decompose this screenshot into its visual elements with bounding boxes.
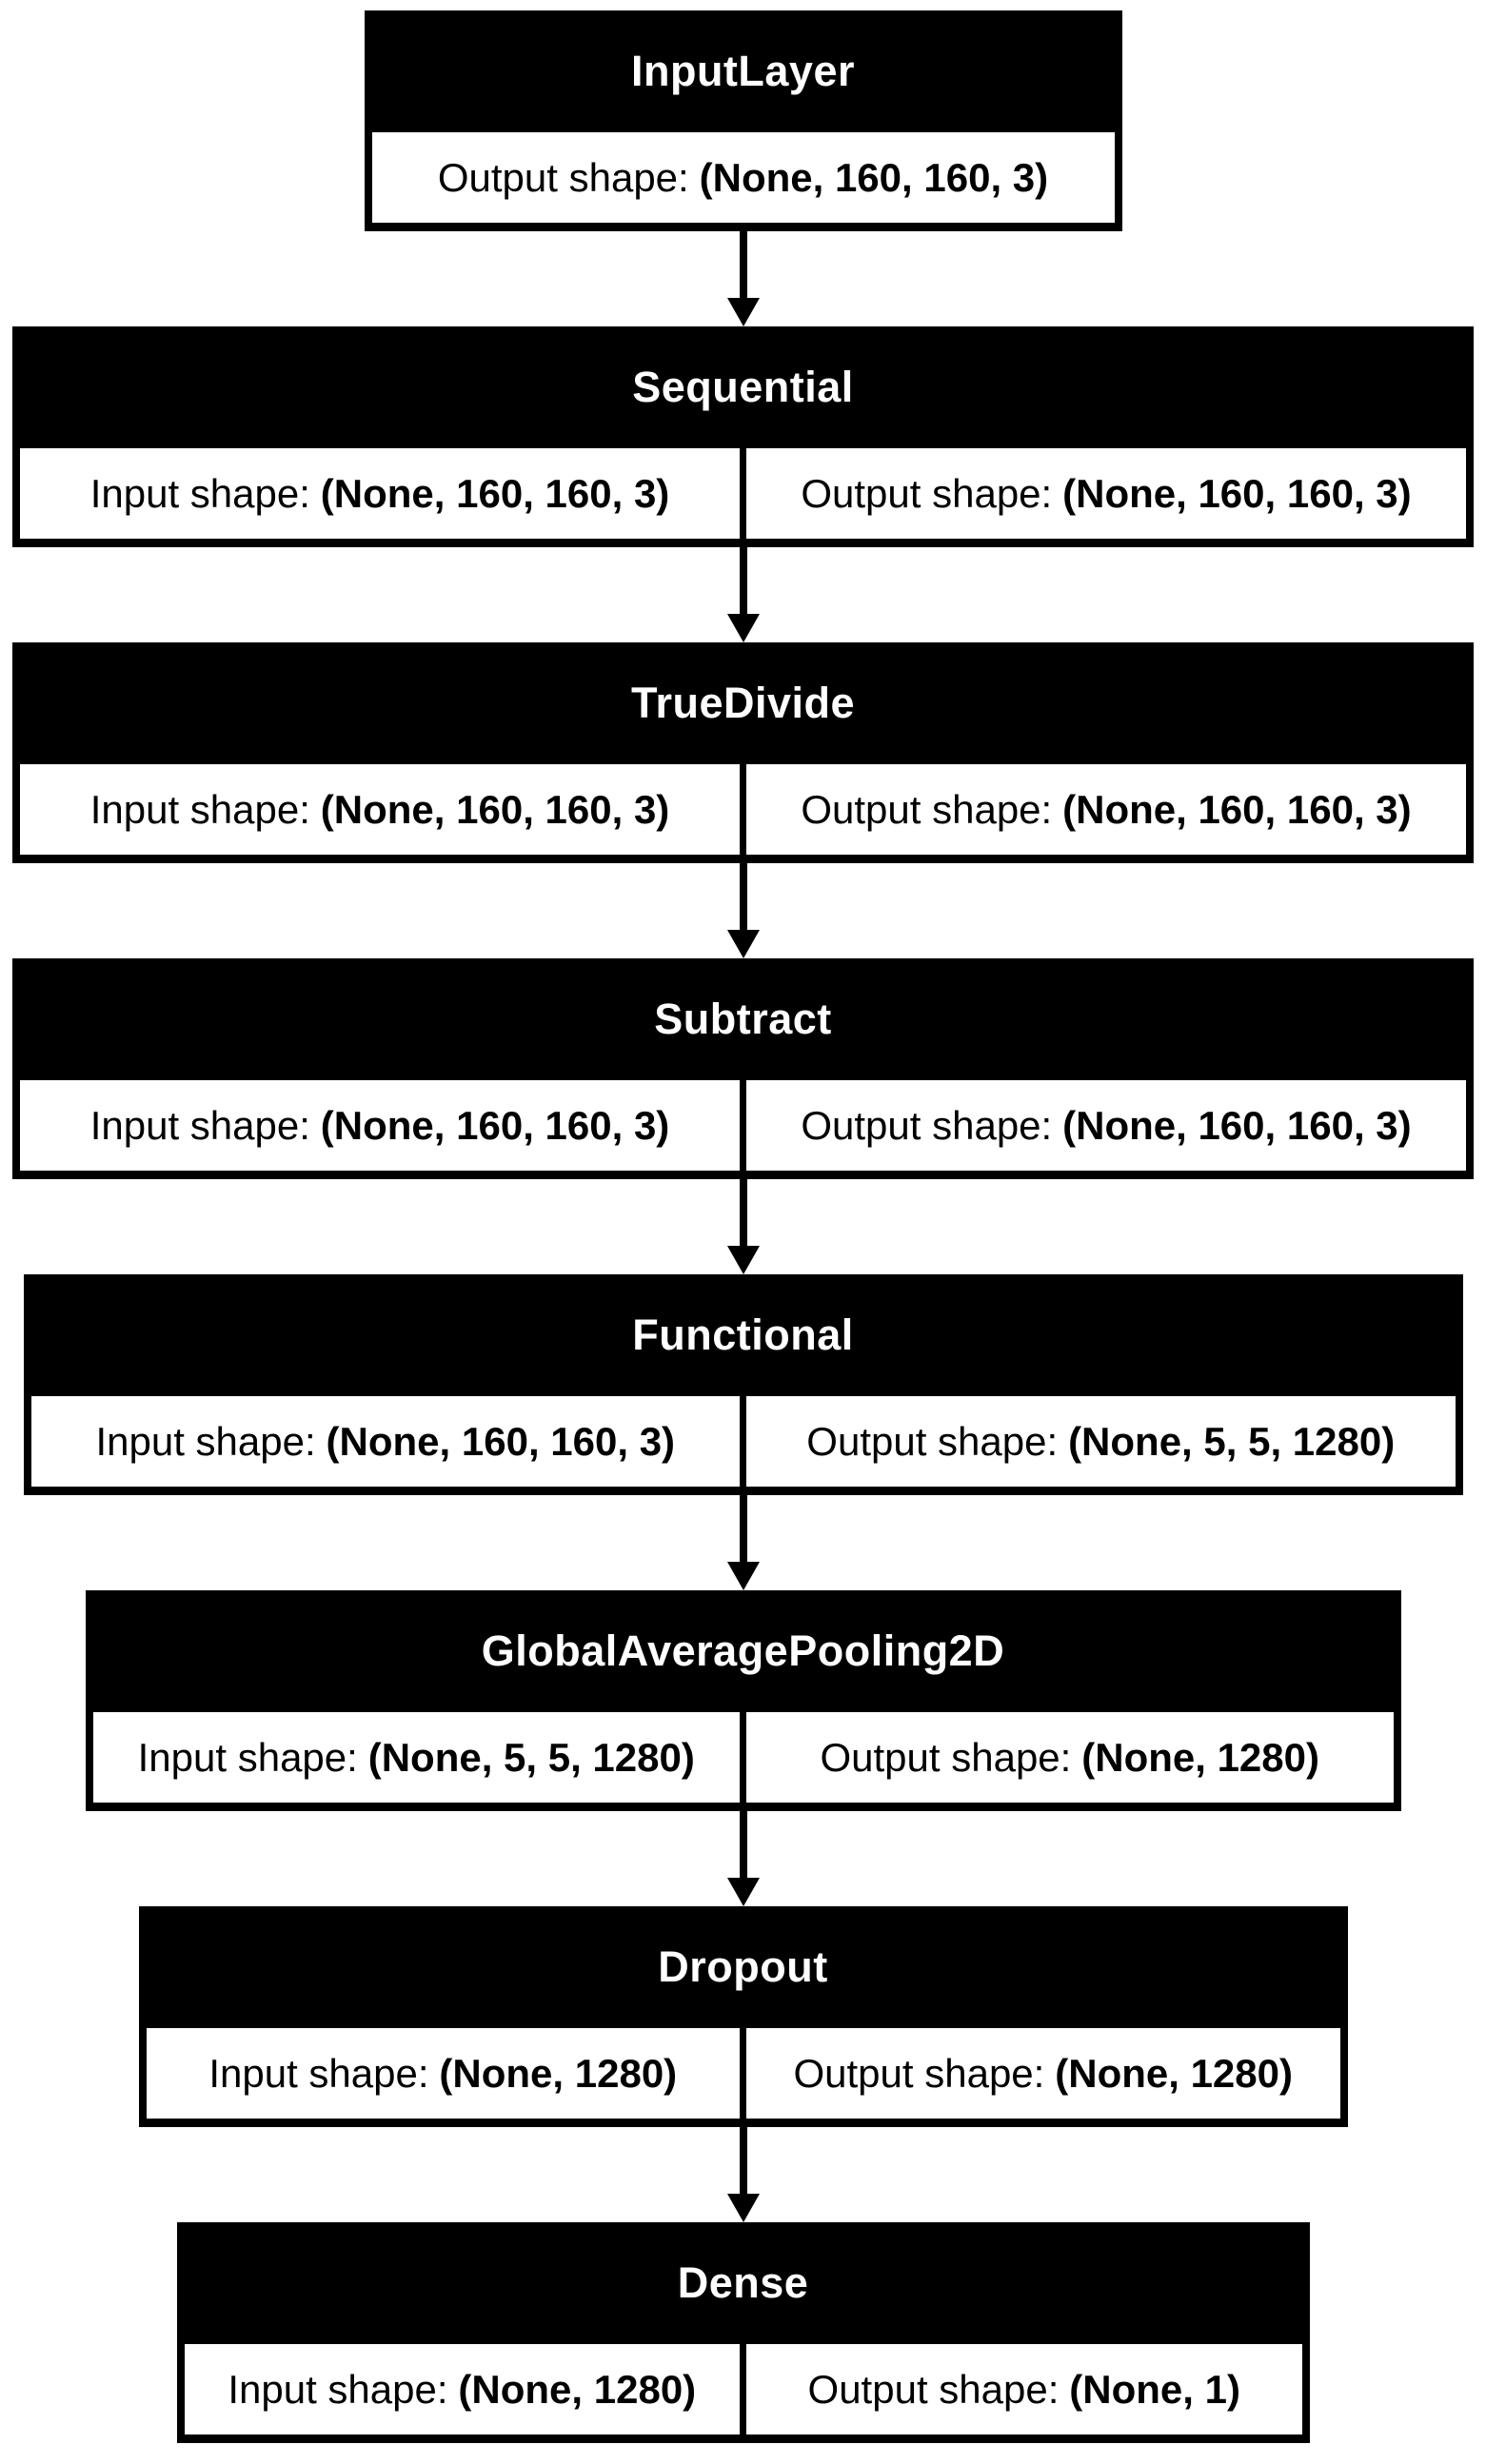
layer-title: InputLayer xyxy=(630,47,856,95)
layer-title: Dropout xyxy=(658,1942,828,1991)
output-shape-value: (None, 1280) xyxy=(1081,1734,1319,1780)
layer-header xyxy=(139,1906,1348,2028)
output-shape-cell xyxy=(746,2344,1302,2434)
flow-arrow xyxy=(727,547,760,642)
layer-box-functional xyxy=(24,1274,1463,1495)
arrow-stem xyxy=(740,1179,747,1246)
input-shape-value: (None, 160, 160, 3) xyxy=(320,786,670,832)
output-shape-label: Output shape: xyxy=(801,786,1053,832)
input-shape-value: (None, 160, 160, 3) xyxy=(320,470,670,516)
output-shape-label: Output shape: xyxy=(801,470,1053,516)
arrow-stem xyxy=(740,863,747,930)
layer-body xyxy=(24,1396,1463,1495)
arrow-stem xyxy=(740,1495,747,1562)
layer-body xyxy=(365,132,1122,231)
output-shape-cell xyxy=(746,764,1466,855)
input-shape-value: (None, 1280) xyxy=(439,2050,678,2096)
flow-arrow xyxy=(727,863,760,958)
input-shape-label: Input shape: xyxy=(228,2366,448,2412)
layer-body xyxy=(12,764,1474,863)
arrow-down-icon xyxy=(727,2194,760,2222)
layer-header xyxy=(12,326,1474,448)
layer-body xyxy=(177,2344,1310,2443)
layer-header xyxy=(365,10,1122,132)
layer-box-inputlayer xyxy=(365,10,1122,231)
layer-header xyxy=(177,2222,1310,2344)
arrow-stem xyxy=(740,231,747,298)
flow-arrow xyxy=(727,1811,760,1906)
input-shape-value: (None, 5, 5, 1280) xyxy=(367,1734,695,1780)
layer-header xyxy=(86,1590,1401,1712)
input-shape-value: (None, 160, 160, 3) xyxy=(320,1102,670,1148)
layer-title: Functional xyxy=(632,1311,854,1359)
layer-title: GlobalAveragePooling2D xyxy=(481,1626,1005,1675)
input-shape-label: Input shape: xyxy=(95,1418,316,1464)
flow-arrow xyxy=(727,1179,760,1274)
input-shape-value: (None, 160, 160, 3) xyxy=(326,1418,676,1464)
layer-body xyxy=(86,1712,1401,1811)
output-shape-cell xyxy=(746,1080,1466,1171)
arrow-stem xyxy=(740,547,747,614)
output-shape-label: Output shape: xyxy=(807,2366,1060,2412)
layer-box-dense xyxy=(177,2222,1310,2443)
layer-box-globalaveragepooling2d xyxy=(86,1590,1401,1811)
output-shape-label: Output shape: xyxy=(793,2050,1045,2096)
flow-arrow xyxy=(727,1495,760,1590)
input-shape-label: Input shape: xyxy=(89,470,310,516)
arrow-down-icon xyxy=(727,1878,760,1906)
input-shape-cell xyxy=(20,764,740,855)
layer-title: TrueDivide xyxy=(630,679,856,727)
layer-title: Sequential xyxy=(632,363,854,411)
input-shape-label: Input shape: xyxy=(89,786,310,832)
layer-body xyxy=(12,448,1474,547)
layer-box-dropout xyxy=(139,1906,1348,2127)
layer-header xyxy=(12,958,1474,1080)
input-shape-cell xyxy=(93,1712,741,1803)
layer-body xyxy=(139,2028,1348,2127)
arrow-down-icon xyxy=(727,930,760,958)
output-shape-cell xyxy=(746,2028,1340,2119)
arrow-down-icon xyxy=(727,1246,760,1274)
layer-box-sequential xyxy=(12,326,1474,547)
arrow-down-icon xyxy=(727,614,760,642)
layer-title: Subtract xyxy=(654,995,832,1043)
arrow-down-icon xyxy=(727,298,760,326)
input-shape-cell xyxy=(20,1080,740,1171)
input-shape-label: Input shape: xyxy=(137,1734,358,1780)
layer-box-truedivide xyxy=(12,642,1474,863)
input-shape-cell xyxy=(20,448,740,539)
output-shape-cell xyxy=(746,1396,1456,1487)
arrow-stem xyxy=(740,1811,747,1878)
layer-header xyxy=(12,642,1474,764)
flow-arrow xyxy=(727,2127,760,2222)
layer-body xyxy=(12,1080,1474,1179)
output-shape-value: (None, 1280) xyxy=(1055,2050,1293,2096)
output-shape-cell xyxy=(372,132,1115,223)
input-shape-cell xyxy=(31,1396,741,1487)
output-shape-label: Output shape: xyxy=(801,1102,1053,1148)
layer-title: Dense xyxy=(677,2258,809,2307)
output-shape-value: (None, 1) xyxy=(1069,2366,1240,2412)
output-shape-label: Output shape: xyxy=(437,154,689,200)
arrow-stem xyxy=(740,2127,747,2194)
arrow-down-icon xyxy=(727,1562,760,1590)
output-shape-cell xyxy=(746,1712,1394,1803)
input-shape-label: Input shape: xyxy=(89,1102,310,1148)
layer-header xyxy=(24,1274,1463,1396)
input-shape-value: (None, 1280) xyxy=(458,2366,697,2412)
output-shape-value: (None, 5, 5, 1280) xyxy=(1068,1418,1396,1464)
output-shape-label: Output shape: xyxy=(820,1734,1072,1780)
output-shape-value: (None, 160, 160, 3) xyxy=(1062,786,1412,832)
output-shape-cell xyxy=(746,448,1466,539)
output-shape-value: (None, 160, 160, 3) xyxy=(1062,1102,1412,1148)
flow-arrow xyxy=(727,231,760,326)
input-shape-cell xyxy=(147,2028,741,2119)
input-shape-label: Input shape: xyxy=(208,2050,429,2096)
output-shape-label: Output shape: xyxy=(806,1418,1059,1464)
layer-box-subtract xyxy=(12,958,1474,1179)
output-shape-value: (None, 160, 160, 3) xyxy=(1062,470,1412,516)
input-shape-cell xyxy=(185,2344,741,2434)
output-shape-value: (None, 160, 160, 3) xyxy=(699,154,1049,200)
